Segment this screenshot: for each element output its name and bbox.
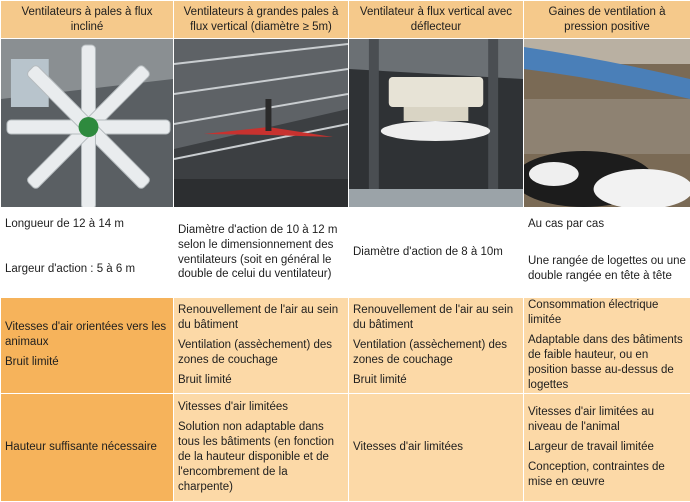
duct-image [524, 39, 690, 207]
col4-limits [524, 393, 690, 501]
advantage-item: Ventilation (assèchement) des zones de couchage [178, 338, 344, 368]
limits-row [1, 393, 690, 501]
advantage-item: Bruit limité [178, 373, 344, 388]
col2-dimension: Diamètre d'action de 10 à 12 m selon le dimensionnement des ventilateurs (soit en général le double de celui du ventilateur) [174, 208, 349, 298]
photo-inclined-blade-fan [1, 39, 174, 208]
col3-advantages [349, 298, 524, 394]
header-col3: Ventilateur à flux vertical avec déflecteur [349, 1, 524, 39]
advantage-item: Bruit limité [353, 373, 519, 388]
limit-item: Hauteur suffisante nécessaire [5, 440, 169, 455]
limit-item: Vitesses d'air limitées [178, 400, 344, 415]
col1-advantages [1, 298, 174, 394]
large-blade-fan-image [174, 39, 348, 207]
advantage-item: Consommation électrique limitée [528, 298, 686, 328]
photo-large-blade-vertical-fan [174, 39, 349, 208]
col1-length: Longueur de 12 à 14 m [1, 208, 174, 241]
header-col2: Ventilateurs à grandes pales à flux vertical (diamètre ≥ 5m) [174, 1, 349, 39]
advantage-item: Renouvellement de l'air au sein du bâtiment [178, 303, 344, 333]
header-row [1, 1, 690, 39]
col1-width: Largeur d'action : 5 à 6 m [1, 241, 174, 298]
limit-item: Vitesses d'air limitées au niveau de l'animal [528, 405, 686, 435]
deflector-fan-image [349, 39, 523, 207]
advantages-row [1, 298, 690, 394]
col3-dimension: Diamètre d'action de 8 à 10m [349, 208, 524, 298]
col2-limits [174, 393, 349, 501]
header-col4: Gaines de ventilation à pression positive [524, 1, 690, 39]
advantage-item: Renouvellement de l'air au sein du bâtiment [353, 303, 519, 333]
limit-item: Vitesses d'air limitées [353, 440, 519, 455]
limit-item: Conception, contraintes de mise en œuvre [528, 460, 686, 490]
col4-dimension-a: Au cas par cas [524, 208, 690, 241]
advantage-item: Adaptable dans des bâtiments de faible hauteur, ou en position basse au-dessus de logettes [528, 333, 686, 393]
col3-limits [349, 393, 524, 501]
advantage-item: Ventilation (assèchement) des zones de couchage [353, 338, 519, 368]
inclined-fan-image [1, 39, 173, 207]
header-col1: Ventilateurs à pales à flux incliné [1, 1, 174, 39]
photo-vertical-fan-deflector [349, 39, 524, 208]
limit-item: Solution non adaptable dans tous les bâtiments (en fonction de la hauteur disponible et de l'encombrement de la charpente) [178, 420, 344, 495]
col1-limits [1, 393, 174, 501]
dimension-row-1 [1, 208, 690, 241]
col2-advantages [174, 298, 349, 394]
photo-ventilation-duct [524, 39, 690, 208]
advantage-item: Bruit limité [5, 355, 169, 370]
photo-row [1, 39, 690, 208]
limit-item: Largeur de travail limitée [528, 440, 686, 455]
col4-dimension-b: Une rangée de logettes ou une double rangée en tête à tête [524, 241, 690, 298]
col4-advantages [524, 298, 690, 394]
advantage-item: Vitesses d'air orientées vers les animaux [5, 320, 169, 350]
